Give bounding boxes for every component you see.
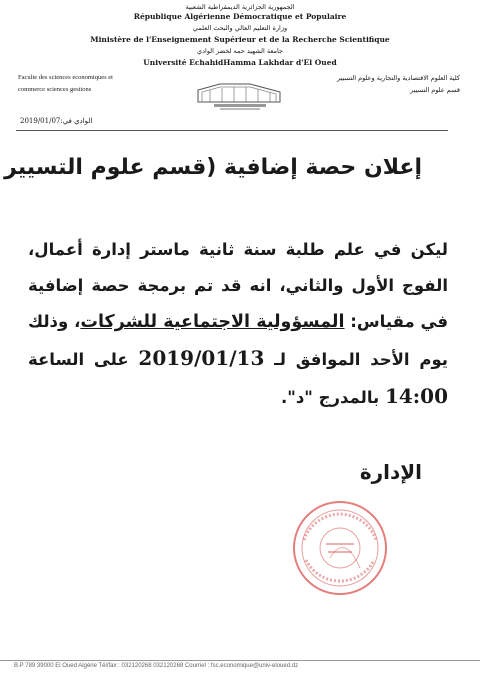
body-part3: على الساعة <box>28 350 139 369</box>
header-french-ministry: Ministère de l'Enseignement Supérieur et de la Recherche Scientifique <box>90 35 390 44</box>
body-part5: . <box>280 388 288 407</box>
header-divider <box>16 130 448 131</box>
university-logo-icon <box>180 78 300 112</box>
header-arabic-university: جامعة الشهيد حمه لخضر الوادي <box>197 47 283 55</box>
body-time: 14:00 <box>384 384 448 408</box>
faculty-french-line2: commerce sciences gestions <box>18 86 92 93</box>
faculty-arabic-line1: كلية العلوم الاقتصادية والتجارية وعلوم التسيير <box>337 74 460 82</box>
header-french-university: Université EchahidHamma Lakhdar d'El Oued <box>143 58 337 67</box>
signature-administration: الإدارة <box>359 460 422 484</box>
body-part2: ، وذلك يوم الأحد الموافق لـ <box>28 312 448 369</box>
faculty-arabic-line2: قسم علوم التسيير <box>410 86 460 94</box>
body-date: 2019/01/13 <box>138 346 265 370</box>
faculty-french <box>18 72 188 96</box>
document-date: الوادي في:2019/01/07 <box>20 117 93 125</box>
body-part1: ليكن في علم طلبة سنة ثانية ماستر إدارة أعمال، الفوج الأول والثاني، انه قد تم برمجة حصة إضافية في مقياس: <box>28 240 448 331</box>
header-french-republic: République Algérienne Démocratique et Populaire <box>133 12 347 21</box>
faculty-french-line1: Faculte des sciences economiques et <box>18 74 113 81</box>
body-part4: بالمدرج <box>312 388 385 407</box>
official-stamp-icon <box>290 498 390 598</box>
body-module: المسؤولية الاجتماعية للشركات <box>80 312 345 332</box>
announcement-body <box>28 232 448 416</box>
footer-contact: B.P 789 39000 El Oued Algérie Tél/fax : 032120268 032120268 Courriel : fsc.economique@univ-eloued.dz <box>14 663 299 669</box>
header-arabic-ministry: وزارة التعليم العالي والبحث العلمي <box>192 24 288 32</box>
footer-divider <box>0 660 480 661</box>
header-arabic-republic: الجمهورية الجزائرية الديمقراطية الشعبية <box>185 3 295 11</box>
announcement-title: إعلان حصة إضافية (قسم علوم التسيير <box>4 155 422 180</box>
body-hall: "د" <box>287 388 313 407</box>
